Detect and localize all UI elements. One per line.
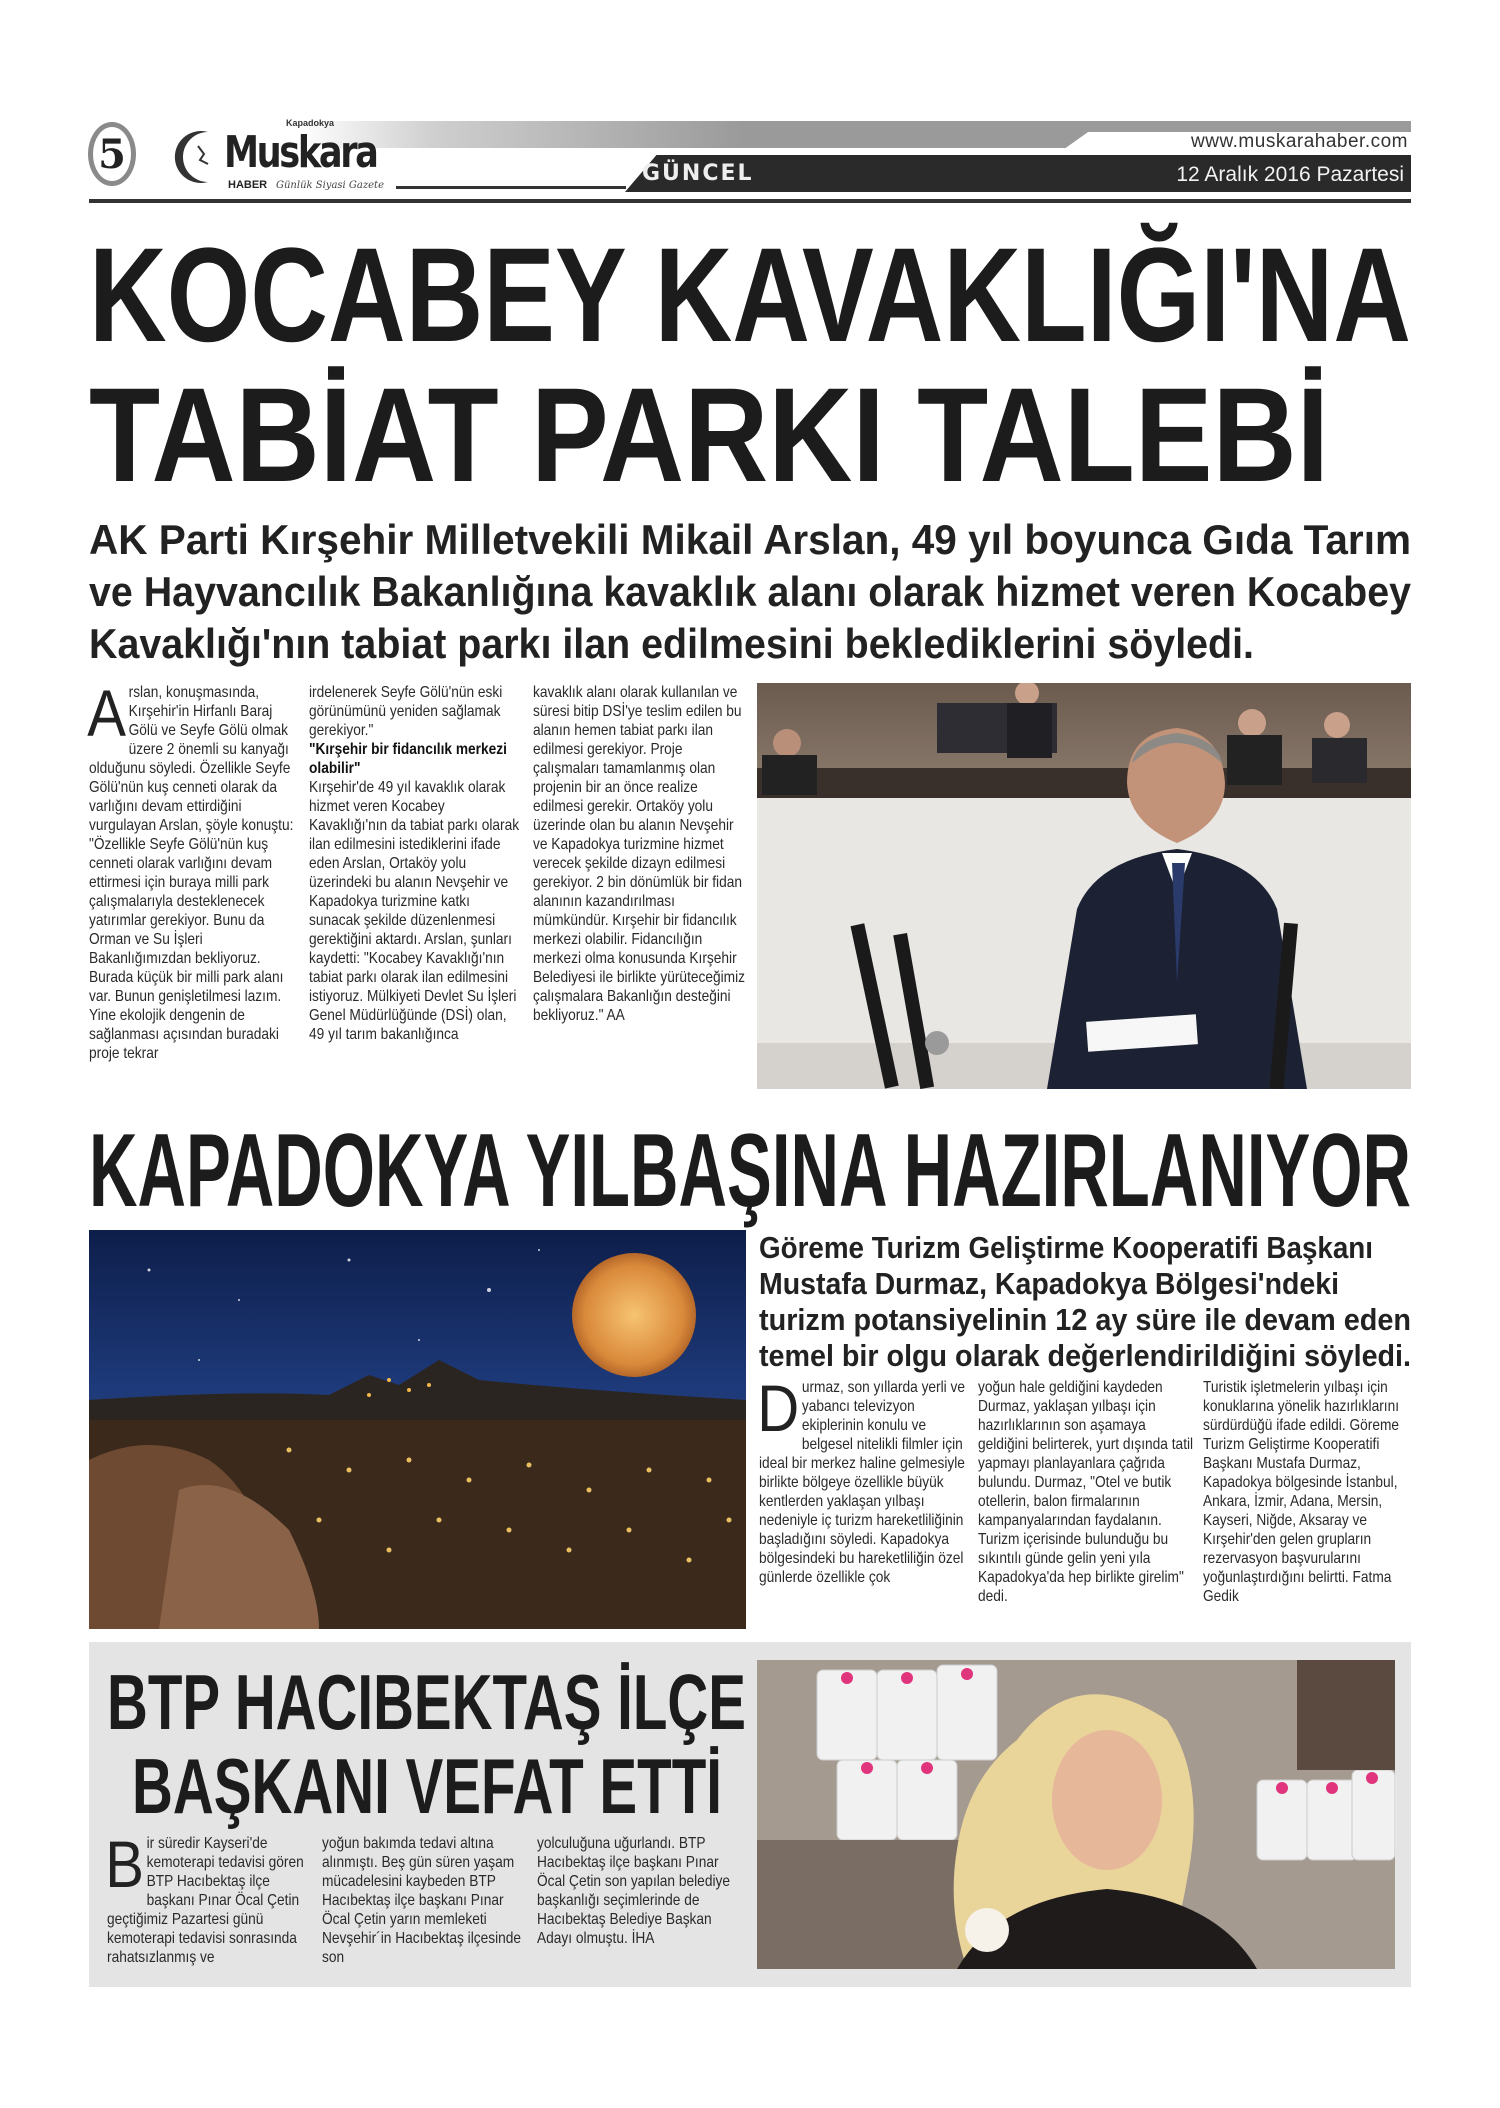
column-text: rslan, konuşmasında, Kırşehir'in Hirfanlı Baraj Gölü ve Seyfe Gölü olmak üzere 2 önemli su kanyağı olduğunu söyledi. Özellikle Seyfe Gölü'nün kuş cenneti olarak da varlığını devam ettirdiğini vurgulayan Arslan, şöyle konuştu: "Özellikle Seyfe Gölü'nün kuş cenneti olarak varlığını devam ettirmesi için buraya milli park çalışmalarıyla desteklenecek yatırımlar gerekiyor. Bunu da Orman ve Su İşleri Bakanlığımızdan bekliyoruz. Burada küçük bir milli park alanı var. Bunun genişletilmesi lazım. Yine ekolojik dengenin de sağlanması açısından buradaki proje tekrar [89, 684, 294, 1062]
headline-text: BTP HACIBEKTAŞ İLÇE [107, 1658, 746, 1746]
article3-headline-line1 [107, 1658, 746, 1746]
article3-photo-portrait [757, 1660, 1395, 1969]
column-text: Turistik işletmelerin yılbaşı için konuklarına yönelik hazırlıklarını sürdürdüğü ifade edildi. Göreme Turizm Geliştirme Kooperatifi Başkanı Mustafa Durmaz, Kapadokya bölgesinde İstanbul, Ankara, İzmir, Adana, Mersin, Kayseri, Niğde, Aksaray ve Kırşehir'den gelen grupların rezervasyon başvurularını yoğunlaştırdığını belirtti. Fatma Gedik [1203, 1379, 1400, 1605]
column-text: kavaklık alanı olarak kullanılan ve süresi bitip DSİ'ye teslim edilen bu alanın hemen tabiat parkı ilan edilmesi gerekiyor. Proje çalışmaları tamamlanmış olan projenin bir an önce realize edilmesi gerekir. Ortaköy yolu üzerinde olan bu alanın Nevşehir ve Kapadokya turizmine hizmet verecek şekilde dizayn edilmesi gerekiyor. 2 bin dönümlük bir fidan alanının kazandırılması mümkündür. Kırşehir bir fidancılık merkezi olabilir. Fidancılığın merkezi olma konusunda Kırşehir Belediyesi ile birlikte yürüteceğimiz çalışmalara Bakanlığın desteğini bekliyoruz." AA [533, 684, 746, 1024]
article1-column-3 [533, 683, 747, 1025]
drop-cap: A [87, 676, 126, 750]
drop-cap: B [105, 1827, 144, 1901]
logo-tagline: Günlük Siyasi Gazete [276, 180, 384, 191]
drop-cap: D [757, 1371, 800, 1445]
subhead-text: Mustafa Durmaz, Kapadokya Bölgesi'ndeki [759, 1266, 1339, 1301]
subhead-text: Göreme Turizm Geliştirme Kooperatifi Başkanı [759, 1230, 1373, 1265]
subhead-text: AK Parti Kırşehir Milletvekili Mikail Arslan, 49 yıl boyunca Gıda Tarım [89, 516, 1411, 563]
article2-column-3 [1203, 1378, 1411, 1606]
column-text: yoğun hale geldiğini kaydeden Durmaz, yaklaşan yılbaşı için hazırlıklarının son aşamaya geldiğini belirterek, yurt dışında tatil yapmayı planlayanlara çağrıda bulundu. Durmaz, "Otel ve butik otellerin, balon firmalarının kampanyalarından faydalanın. Turizm içerisinde bulunduğu bu sıkıntılı günde gelin yeni yıla Kapadokya'da hep birlikte girelim" dedi. [978, 1379, 1194, 1605]
subhead-text: ve Hayvancılık Bakanlığına kavaklık alanı olarak hizmet veren Kocabey [89, 568, 1411, 615]
headline-text: TABİAT PARKI TALEBİ [89, 361, 1329, 510]
column-text: Kırşehir'de 49 yıl kavaklık olarak hizmet veren Kocabey Kavaklığı'nın da tabiat parkı olarak ilan edilmesini istediklerini ifade eden Arslan, Ortaköy yolu üzerindeki bu alanın Nevşehir ve Kapadokya turizmine katkı sunacak şekilde düzenlenmesi gerektiğini aktardı. Arslan, şunları kaydetti: "Kocabey Kavaklığı'nın tabiat parkı olarak ilan edilmesini istiyoruz. Mülkiyeti Devlet Su İşleri Genel Müdürlüğünde (DSİ) olan, 49 yıl tarım bakanlığınca [309, 779, 520, 1043]
headline-text: BAŞKANI VEFAT ETTİ [132, 1742, 722, 1830]
logo-name: Muskara [224, 127, 377, 178]
subhead-text: Kavaklığı'nın tabiat parkı ilan edilmesini beklediklerini söyledi. [89, 620, 1254, 667]
headline-text: KAPADOKYA YILBAŞINA HAZIRLANIYOR [89, 1113, 1411, 1229]
article2-column-1 [757, 1371, 971, 1587]
section-title: GÜNCEL [642, 161, 754, 186]
article1-subhead-line2 [89, 568, 1411, 616]
article1-headline-line2 [89, 361, 1329, 510]
article1-photo-parliament [757, 683, 1411, 1089]
article3-column-2 [322, 1834, 530, 1967]
site-url[interactable]: www.muskarahaber.com [1191, 131, 1408, 152]
logo-region: Kapadokya [286, 118, 335, 128]
issue-date: 12 Aralık 2016 Pazartesi [1176, 163, 1404, 186]
article2-photo-cappadocia-night [89, 1230, 746, 1629]
article2-subhead-line2 [759, 1266, 1339, 1301]
header-rule [89, 199, 1411, 203]
article2-column-2 [978, 1378, 1194, 1606]
headline-text: KOCABEY KAVAKLIĞI'NA [89, 221, 1411, 370]
column-text: ir süredir Kayseri'de kemoterapi tedavisi gören BTP Hacıbektaş ilçe başkanı Pınar Öcal Çetin geçtiğimiz Pazartesi günü kemoterapi tedavisi sonrasında rahatsızlanmış ve [107, 1835, 304, 1966]
page-number: 5 [88, 122, 136, 186]
article1-subhead-line1 [89, 516, 1411, 564]
article1-column-2 [309, 683, 523, 1044]
logo [168, 118, 398, 194]
article2-subhead-line4 [759, 1338, 1411, 1373]
article2-subhead-line3 [759, 1302, 1411, 1337]
subhead-text: turizm potansiyelinin 12 ay süre ile devam eden [759, 1302, 1411, 1337]
inline-subhead: "Kırşehir bir fidancılık merkezi olabilir" [309, 741, 507, 777]
article1-subhead-line3 [89, 620, 1254, 668]
article2-subhead-line1 [759, 1230, 1373, 1265]
subhead-text: temel bir olgu olarak değerlendirildiğini söyledi. [759, 1338, 1411, 1373]
article2-headline [89, 1113, 1411, 1229]
divider [396, 186, 626, 189]
column-text: yolculuğuna uğurlandı. BTP Hacıbektaş ilçe başkanı Pınar Öcal Çetin son yapılan belediye başkanlığı seçimlerinde de Hacıbektaş Belediye Başkan Adayı olmuştu. İHA [537, 1835, 730, 1947]
column-text: urmaz, son yıllarda yerli ve yabancı televizyon ekiplerinin konulu ve belgesel nitelikli filmler için ideal bir merkez haline gelmesiyle birlikte bölgeye özellikle büyük kentlerden yaklaşan yılbaşı nedeniyle iç turizm hareketliliğinin başladığını söyledi. Kapadokya bölgesindeki bu hareketliliğin özel günlerde özellikle çok [759, 1379, 966, 1586]
article3-column-3 [537, 1834, 746, 1948]
article1-headline-line1 [89, 221, 1411, 370]
article1-column-1 [87, 676, 301, 1063]
article3-headline-line2 [132, 1742, 722, 1830]
article3-column-1 [105, 1827, 313, 1967]
column-text: irdelenerek Seyfe Gölü'nün eski görünümünü yeniden sağlamak gerekiyor." [309, 684, 503, 739]
logo-haber: HABER [228, 179, 268, 191]
logo-crescent-icon [168, 126, 228, 186]
column-text: yoğun bakımda tedavi altına alınmıştı. Beş gün süren yaşam mücadelesini kaybeden BTP Hacıbektaş ilçe başkanı Pınar Öcal Çetin yarın memleketi Nevşehir´in Hacıbektaş ilçesinde son [322, 1835, 522, 1966]
